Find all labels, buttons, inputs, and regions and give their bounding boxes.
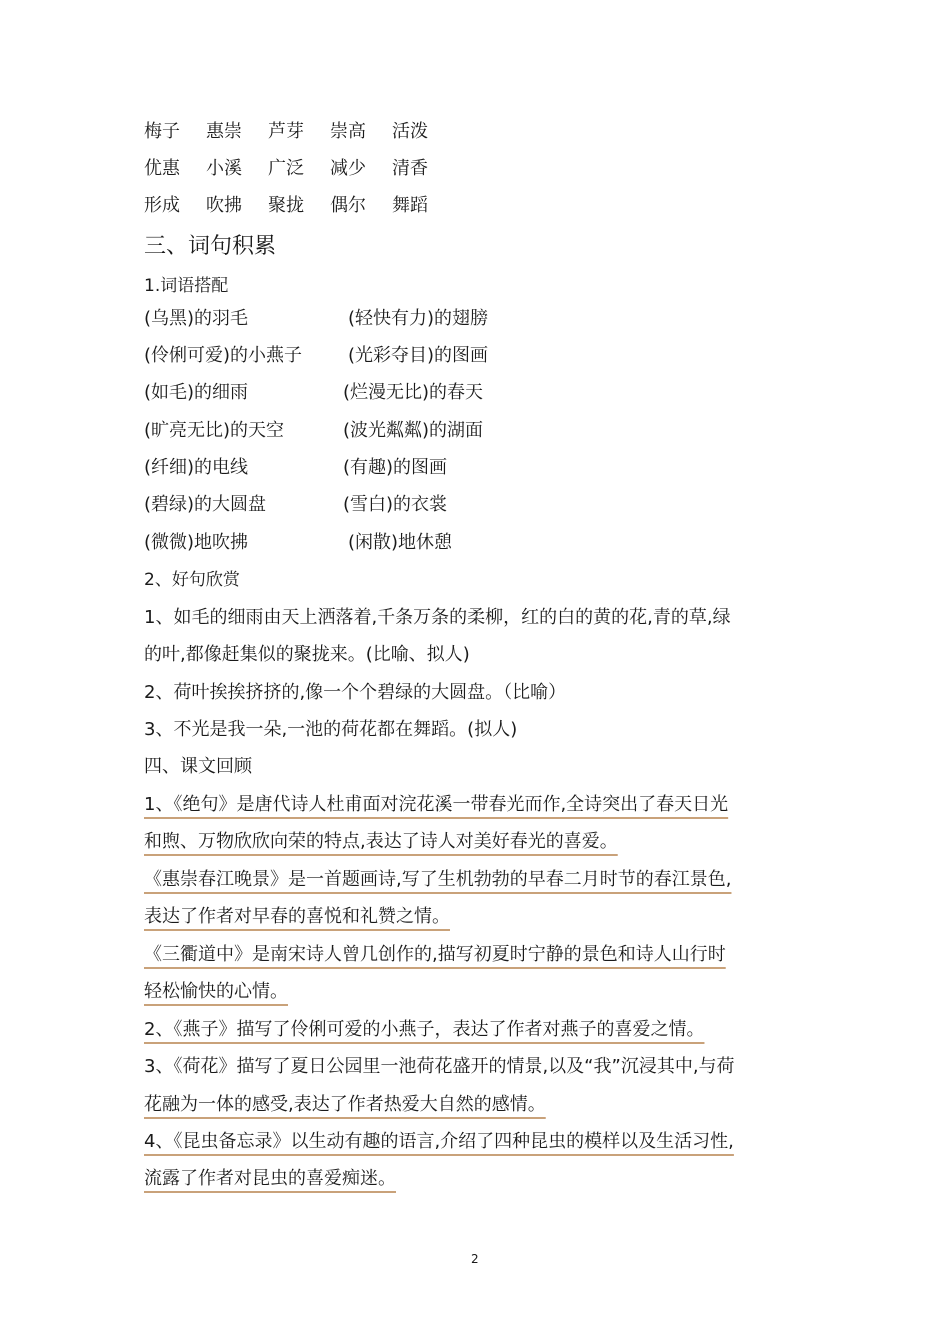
vocab-row-2 <box>144 160 454 178</box>
vocab-row-3 <box>144 197 454 215</box>
review-line: 4、《昆虫备忘录》以生动有趣的语言,介绍了四种昆虫的模样以及生活习性, <box>144 1131 734 1152</box>
page-number: 2 <box>471 1252 479 1266</box>
pair-right: (光彩夺目)的图画 <box>348 345 489 366</box>
section-heading: 四、课文回顾 <box>144 756 252 777</box>
vocab-word: 偶尔 <box>330 195 366 216</box>
pair-right: (闲散)地休憩 <box>348 532 453 553</box>
vocab-word: 梅子 <box>144 121 180 142</box>
pair-left: (伶俐可爱)的小燕子 <box>144 345 303 366</box>
vocab-word: 形成 <box>144 195 180 216</box>
review-line: 和煦、万物欣欣向荣的特点,表达了诗人对美好春光的喜爱。 <box>144 831 618 852</box>
pair-right: (波光粼粼)的湖面 <box>343 420 484 441</box>
subheading: 1.词语搭配 <box>144 276 229 296</box>
vocab-word: 小溪 <box>206 158 242 179</box>
vocab-word: 活泼 <box>392 121 428 142</box>
review-line: 流露了作者对昆虫的喜爱痴迷。 <box>144 1168 396 1189</box>
sentence-line: 2、荷叶挨挨挤挤的,像一个个碧绿的大圆盘。（比喻） <box>144 682 567 703</box>
pair-right: (烂漫无比)的春天 <box>343 382 484 403</box>
pair-left: (碧绿)的大圆盘 <box>144 494 267 515</box>
sentence-line: 3、不光是我一朵,一池的荷花都在舞蹈。(拟人) <box>144 719 518 740</box>
sentence-line: 1、如毛的细雨由天上洒落着,千条万条的柔柳，红的白的黄的花,青的草,绿 <box>144 607 731 628</box>
pair-left: (微微)地吹拂 <box>144 532 249 553</box>
review-line: 《三衢道中》是南宋诗人曾几创作的,描写初夏时宁静的景色和诗人山行时 <box>144 944 726 965</box>
review-line: 2、《燕子》描写了伶俐可爱的小燕子，表达了作者对燕子的喜爱之情。 <box>144 1019 705 1040</box>
vocab-word: 舞蹈 <box>392 195 428 216</box>
pair-left: (如毛)的细雨 <box>144 382 249 403</box>
sentence-line: 的叶,都像赶集似的聚拢来。(比喻、拟人) <box>144 644 470 665</box>
pair-left: (乌黑)的羽毛 <box>144 308 249 329</box>
review-line: 《惠崇春江晚景》是一首题画诗,写了生机勃勃的早春二月时节的春江景色, <box>144 869 732 890</box>
review-line: 1、《绝句》是唐代诗人杜甫面对浣花溪一带春光而作,全诗突出了春天日光 <box>144 794 729 815</box>
pair-right: (雪白)的衣裳 <box>343 494 448 515</box>
pair-left: (旷亮无比)的天空 <box>144 420 285 441</box>
section-heading: 三、词句积累 <box>144 234 277 259</box>
vocab-word: 广泛 <box>268 158 304 179</box>
vocab-word: 聚拢 <box>268 195 304 216</box>
vocab-word: 惠崇 <box>206 121 242 142</box>
review-line: 轻松愉快的心情。 <box>144 981 288 1002</box>
pair-right: (轻快有力)的翅膀 <box>348 308 489 329</box>
vocab-word: 崇高 <box>330 121 366 142</box>
review-line: 花融为一体的感受,表达了作者热爱大自然的感情。 <box>144 1094 546 1115</box>
subheading: 2、好句欣赏 <box>144 570 240 590</box>
vocab-word: 清香 <box>392 158 428 179</box>
review-line: 3、《荷花》描写了夏日公园里一池荷花盛开的情景,以及“我”沉浸其中,与荷 <box>144 1056 735 1077</box>
vocab-word: 芦芽 <box>268 121 304 142</box>
pair-left: (纤细)的电线 <box>144 457 249 478</box>
pair-right: (有趣)的图画 <box>343 457 448 478</box>
vocab-row-1 <box>144 123 454 141</box>
vocab-word: 减少 <box>330 158 366 179</box>
vocab-word: 吹拂 <box>206 195 242 216</box>
vocab-word: 优惠 <box>144 158 180 179</box>
review-line: 表达了作者对早春的喜悦和礼赞之情。 <box>144 906 450 927</box>
